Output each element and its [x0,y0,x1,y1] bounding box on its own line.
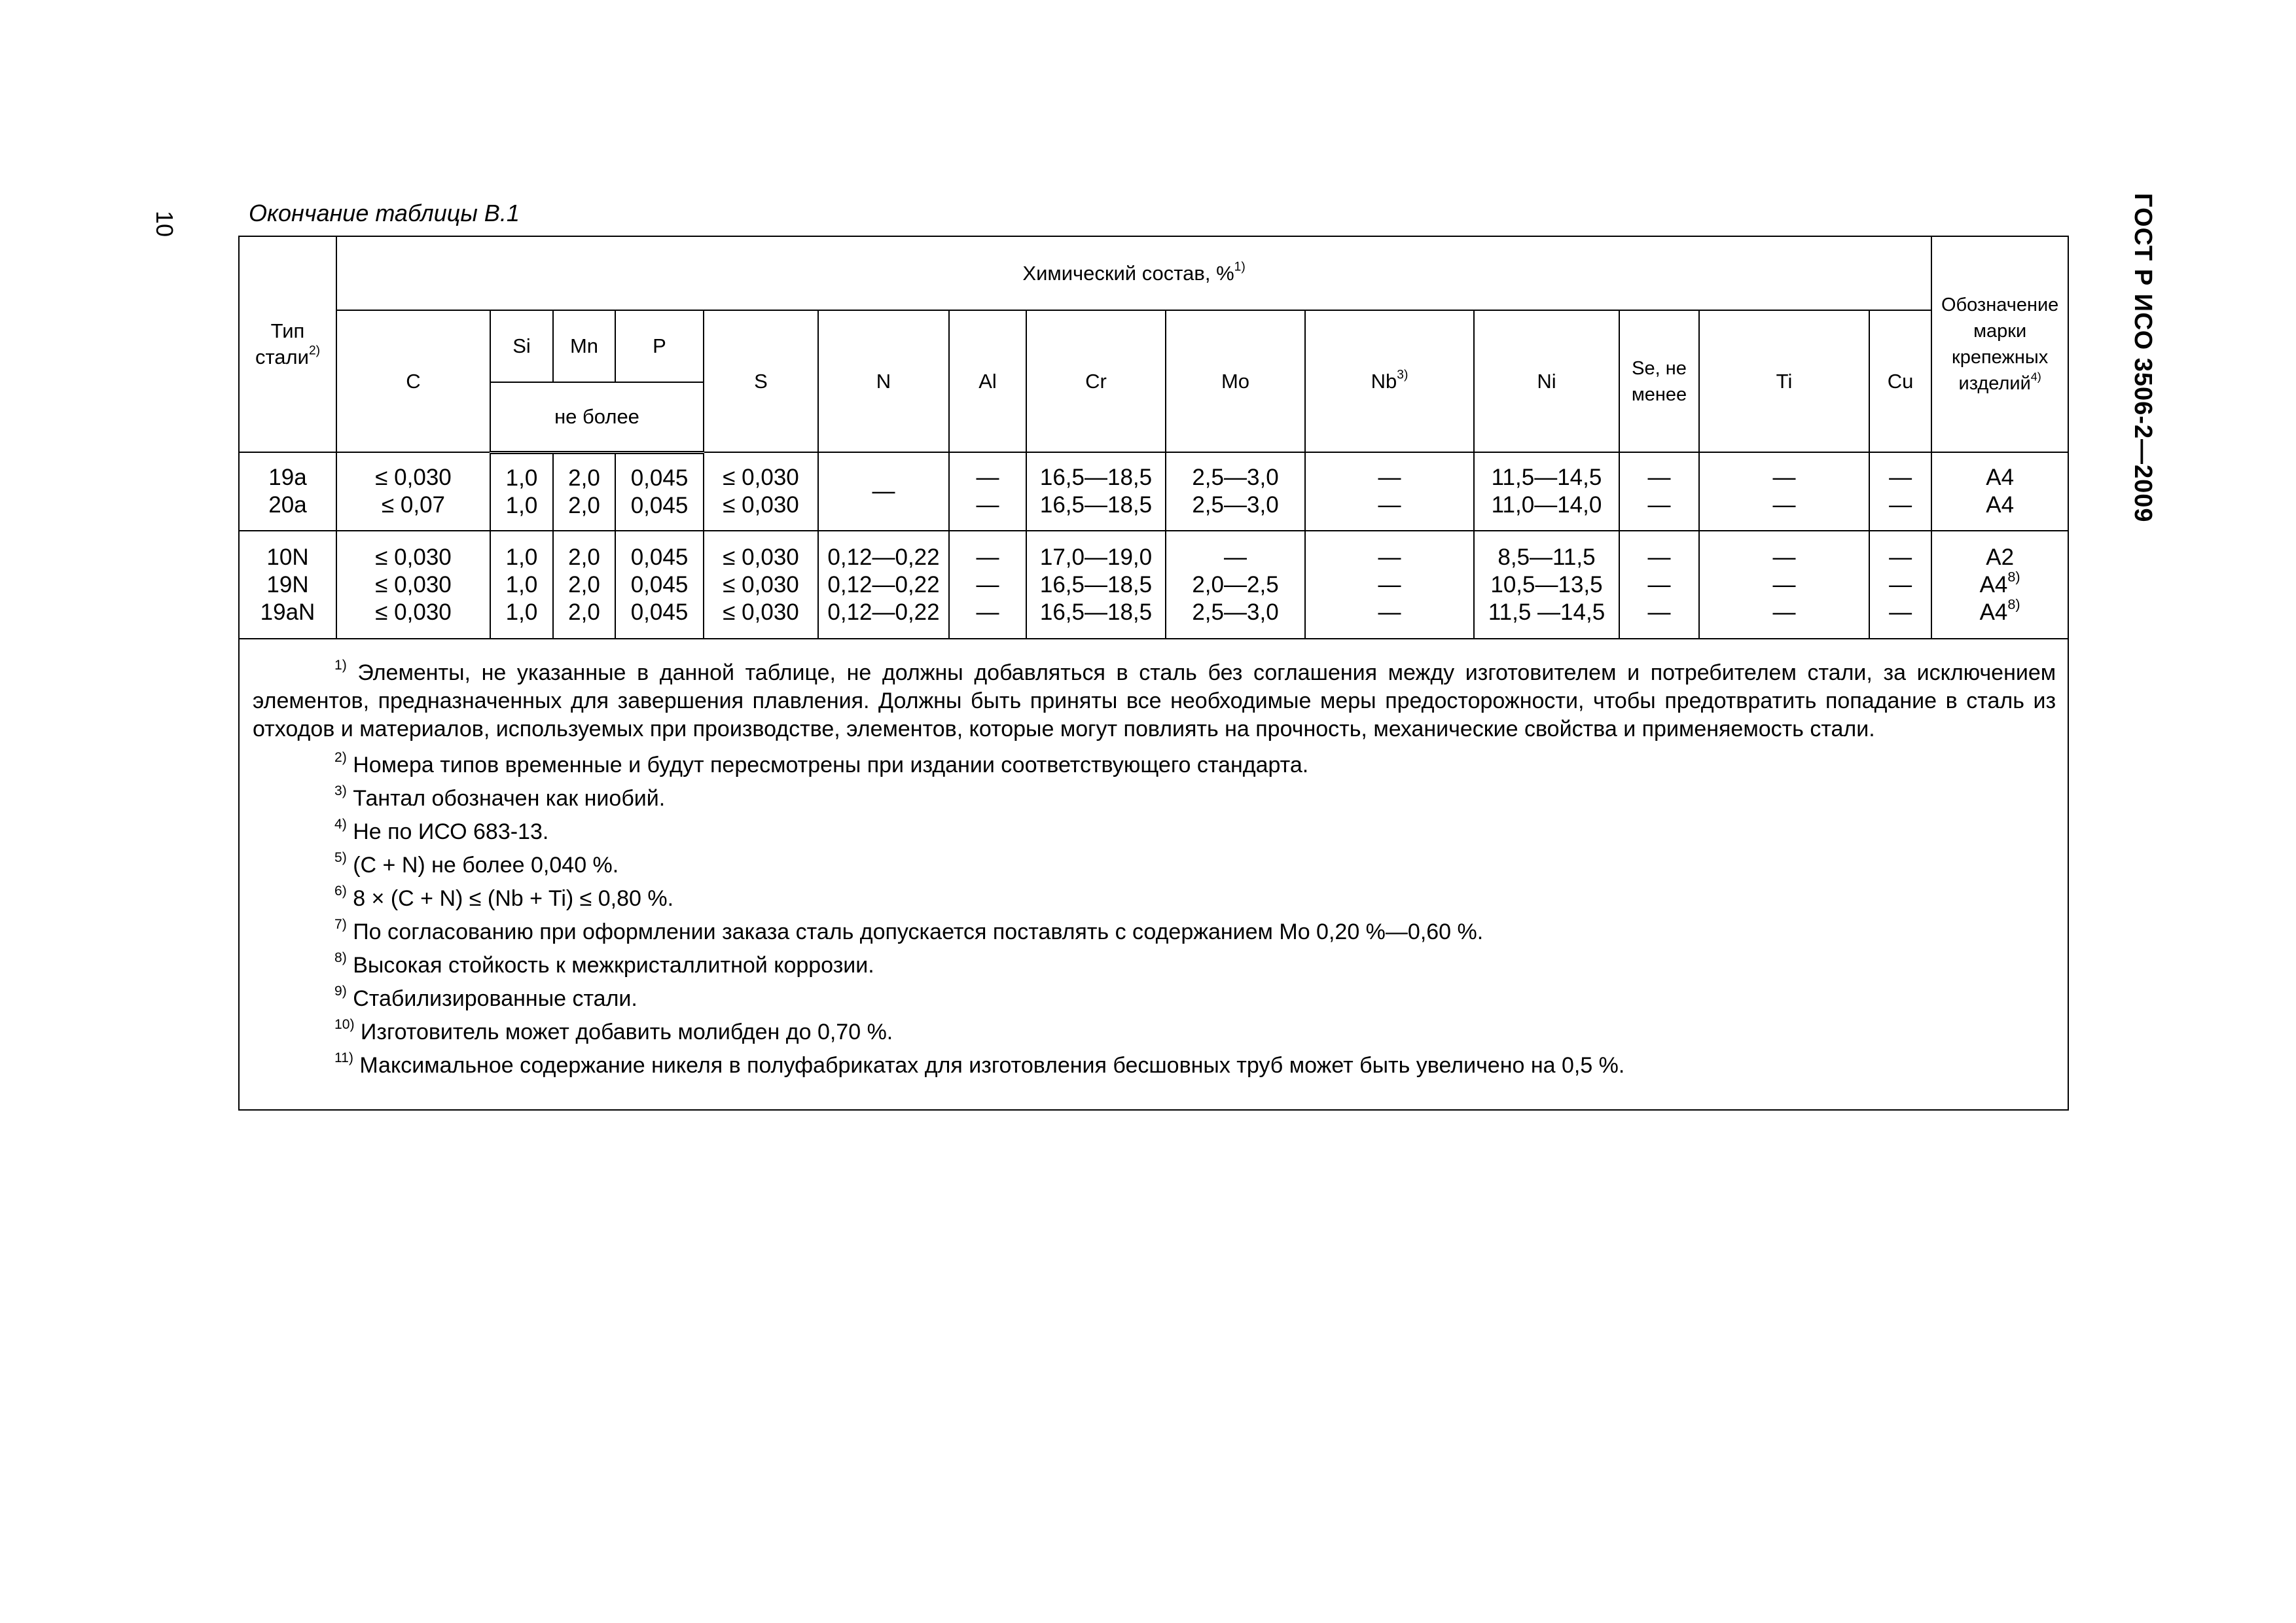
footnote-4: $^{4)}$ Не по ИСО 683-13. [334,817,549,844]
header-type: Тип стали$^{2)}$ [239,236,336,452]
cell-mo: 2,5—3,0 2,5—3,0 [1166,452,1305,531]
header-ni: Ni [1474,310,1619,452]
header-row-2 [239,310,2068,382]
table-caption: Окончание таблицы В.1 [249,200,520,226]
cell-p: 0,045 0,045 [615,452,704,531]
cell-nb: — — — [1305,531,1474,639]
header-p: P [615,310,704,382]
footnote-1: $^{1)}$ Элементы, не указанные в данной таблице, не должны добавляться в сталь без соглашения между изготовителем и потребителем стали, за исключением элементов, предназначенных для завершения плавления. Должны быть приняты все необходимые меры предосторожности, чтобы предотвратить попадание в сталь из отходов и материалов, используемых при производстве, элементов, которые могут повлиять на прочность, механические свойства и применяемость стали. [253,658,2056,741]
cell-se: — — — [1619,531,1699,639]
footnote-6: $^{6)}$ 8 × (C + N) ≤ (Nb + Ti) ≤ 0,80 %. [334,883,674,911]
footnote-3: $^{3)}$ Тантал обозначен как ниобий. [334,783,666,811]
header-chemical-composition: Химический состав, %$^{1)}$ [336,236,1931,310]
cell-c: ≤ 0,030 ≤ 0,07 [336,452,490,531]
table-row-group-2 [239,531,2068,639]
cell-s: ≤ 0,030 ≤ 0,030 [704,452,818,531]
footnote-10: $^{10)}$ Изготовитель может добавить молибден до 0,70 %. [334,1017,893,1044]
page-number: 10 [151,211,178,238]
header-mn: Mn [553,310,615,382]
cell-c: ≤ 0,030 ≤ 0,030 ≤ 0,030 [336,531,490,639]
header-nb: Nb$^{3)}$ [1305,310,1474,452]
footnote-9: $^{9)}$ Стабилизированные стали. [334,984,637,1011]
header-fastener-grade: Обозначение марки крепежных изделий$^{4)}$ [1931,236,2068,452]
header-mo: Mo [1166,310,1305,452]
header-s: S [704,310,818,452]
footnote-8: $^{8)}$ Высокая стойкость к межкристаллитной коррозии. [334,950,874,978]
cell-mn: 2,0 2,0 [553,452,615,531]
cell-al: — — [949,452,1026,531]
footnote-7: $^{7)}$ По согласованию при оформлении заказа сталь допускается поставлять с содержанием Mo 0,20 %—0,60 %. [334,917,1484,944]
footnote-11: $^{11)}$ Максимальное содержание никеля в полуфабрикатах для изготовления бесшовных труб может быть увеличено на 0,5 %. [334,1050,1625,1078]
header-row-1 [239,236,2068,310]
cell-mn: 2,0 2,0 2,0 [553,531,615,639]
cell-ni: 11,5—14,5 11,0—14,0 [1474,452,1619,531]
cell-cu: — — [1869,452,1931,531]
composition-table [238,236,2069,1111]
cell-cr: 16,5—18,5 16,5—18,5 [1026,452,1166,531]
cell-p: 0,045 0,045 0,045 [615,531,704,639]
footnotes [239,639,2068,1110]
cell-mo: — 2,0—2,5 2,5—3,0 [1166,531,1305,639]
cell-s: ≤ 0,030 ≤ 0,030 ≤ 0,030 [704,531,818,639]
cell-type: 10N 19N 19aN [239,531,336,639]
cell-grade: A2 A4$^{8)}$ A4$^{8)}$ [1931,531,2068,639]
header-ti: Ti [1699,310,1869,452]
header-n: N [818,310,949,452]
header-se: Se, не менее [1619,310,1699,452]
footnotes-row [239,639,2068,1110]
cell-ti: — — [1699,452,1869,531]
header-al: Al [949,310,1026,452]
footnote-5: $^{5)}$ (C + N) не более 0,040 %. [334,850,619,878]
header-si: Si [490,310,553,382]
cell-si: 1,0 1,0 1,0 [490,531,553,639]
header-c: C [336,310,490,452]
cell-n: — [818,452,949,531]
cell-al: — — — [949,531,1026,639]
header-cr: Cr [1026,310,1166,452]
cell-cr: 17,0—19,0 16,5—18,5 16,5—18,5 [1026,531,1166,639]
cell-cu: — — — [1869,531,1931,639]
cell-se: — — [1619,452,1699,531]
header-not-more: не более [490,382,704,452]
cell-ni: 8,5—11,5 10,5—13,5 11,5 —14,5 [1474,531,1619,639]
cell-grade: A4 A4 [1931,452,2068,531]
cell-si: 1,0 1,0 [490,452,553,531]
cell-type: 19a 20a [239,452,336,531]
footnote-2: $^{2)}$ Номера типов временные и будут пересмотрены при издании соответствующего стандарта. [334,750,1309,777]
cell-nb: — — [1305,452,1474,531]
table-row-group-1 [239,452,2068,531]
cell-n: 0,12—0,22 0,12—0,22 0,12—0,22 [818,531,949,639]
header-cu: Cu [1869,310,1931,452]
standard-designation: ГОСТ Р ИСО 3506-2—2009 [2129,193,2157,523]
cell-ti: — — — [1699,531,1869,639]
